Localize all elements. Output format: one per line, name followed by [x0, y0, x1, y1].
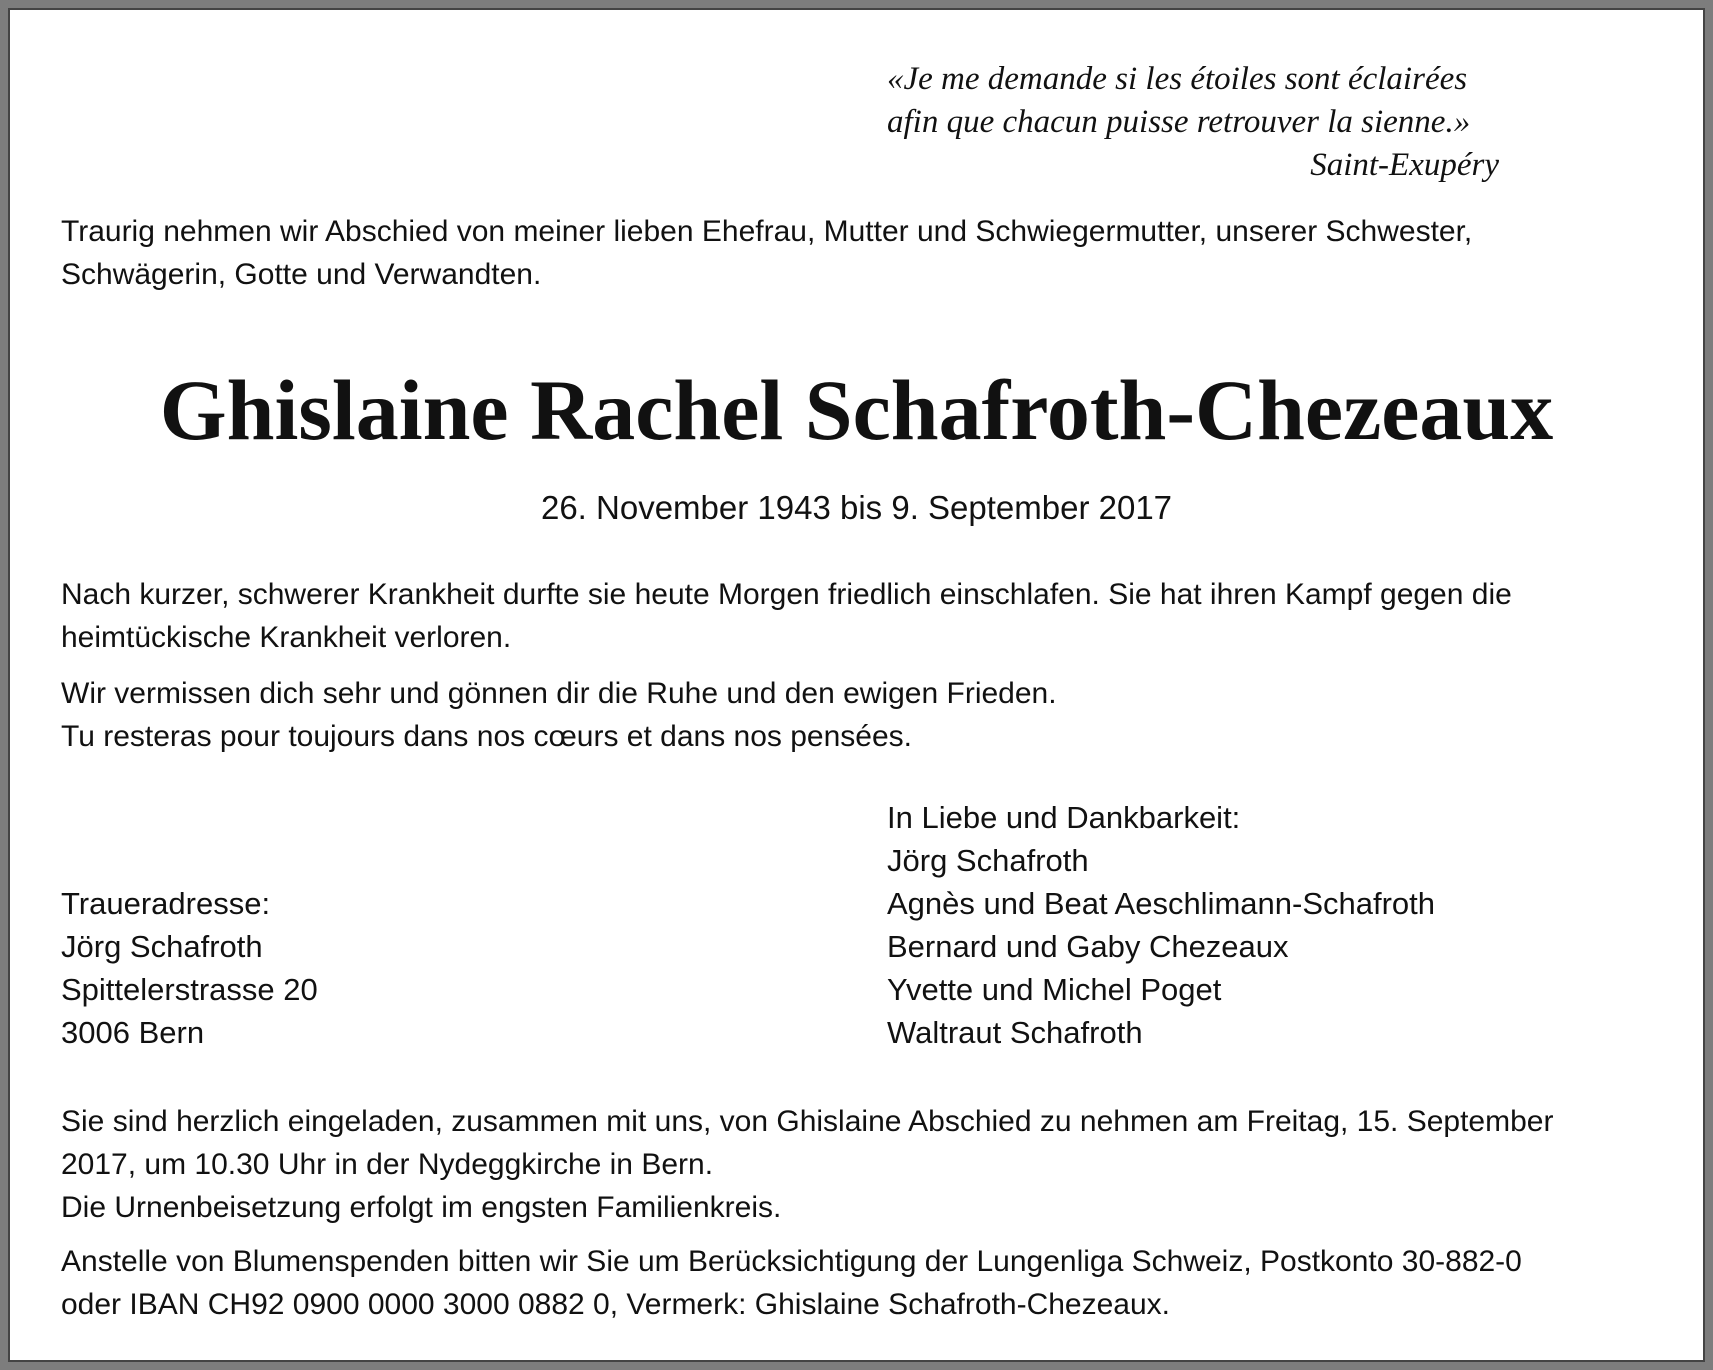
message-paragraph-1	[61, 573, 1661, 659]
mourners-list	[887, 796, 1687, 1054]
quote-line: afin que chacun puisse retrouver la sienne.»	[887, 104, 1471, 140]
address-line: 3006 Bern	[61, 1015, 205, 1050]
mourner-name: Jörg Schafroth	[887, 843, 1089, 878]
mourning-address	[61, 882, 761, 1054]
message-line: heimtückische Krankheit verloren.	[61, 621, 512, 654]
message-paragraph-2	[61, 672, 1661, 758]
intro-text	[61, 210, 1661, 296]
epigraph-quote	[887, 58, 1507, 187]
mourners-heading: In Liebe und Dankbarkeit:	[887, 800, 1241, 835]
mourner-name: Yvette und Michel Poget	[887, 972, 1222, 1007]
message-line: Tu resteras pour toujours dans nos cœurs et dans nos pensées.	[61, 720, 913, 753]
service-line: 2017, um 10.30 Uhr in der Nydeggkirche in Bern.	[61, 1148, 714, 1181]
intro-line: Traurig nehmen wir Abschied von meiner lieben Ehefrau, Mutter und Schwiegermutter, unserer Schwester,	[61, 215, 1473, 248]
donation-line: oder IBAN CH92 0900 0000 3000 0882 0, Vermerk: Ghislaine Schafroth-Chezeaux.	[61, 1288, 1171, 1321]
deceased-name: Ghislaine Rachel Schafroth-Chezeaux	[159, 362, 1554, 458]
address-line: Spittelerstrasse 20	[61, 972, 318, 1007]
address-heading: Traueradresse:	[61, 886, 271, 921]
mourner-name: Agnès und Beat Aeschlimann-Schafroth	[887, 886, 1436, 921]
mourner-name: Waltraut Schafroth	[887, 1015, 1143, 1050]
message-line: Wir vermissen dich sehr und gönnen dir die Ruhe und den ewigen Frieden.	[61, 677, 1057, 710]
message-line: Nach kurzer, schwerer Krankheit durfte sie heute Morgen friedlich einschlafen. Sie hat ihren Kampf gegen die	[61, 578, 1512, 611]
quote-author: Saint-Exupéry	[1310, 147, 1499, 183]
donation-line: Anstelle von Blumenspenden bitten wir Sie um Berücksichtigung der Lungenliga Schweiz, Postkonto 30-882-0	[61, 1245, 1522, 1278]
quote-line: «Je me demande si les étoiles sont éclairées	[887, 61, 1468, 97]
obituary-notice	[8, 8, 1705, 1362]
intro-line: Schwägerin, Gotte und Verwandten.	[61, 258, 542, 291]
service-line: Die Urnenbeisetzung erfolgt im engsten Familienkreis.	[61, 1191, 782, 1224]
service-line: Sie sind herzlich eingeladen, zusammen mit uns, von Ghislaine Abschied zu nehmen am Freitag, 15. September	[61, 1105, 1554, 1138]
life-dates: 26. November 1943 bis 9. September 2017	[540, 489, 1173, 526]
mourner-name: Bernard und Gaby Chezeaux	[887, 929, 1289, 964]
donation-info	[61, 1240, 1661, 1326]
service-info	[61, 1100, 1661, 1229]
address-line: Jörg Schafroth	[61, 929, 263, 964]
